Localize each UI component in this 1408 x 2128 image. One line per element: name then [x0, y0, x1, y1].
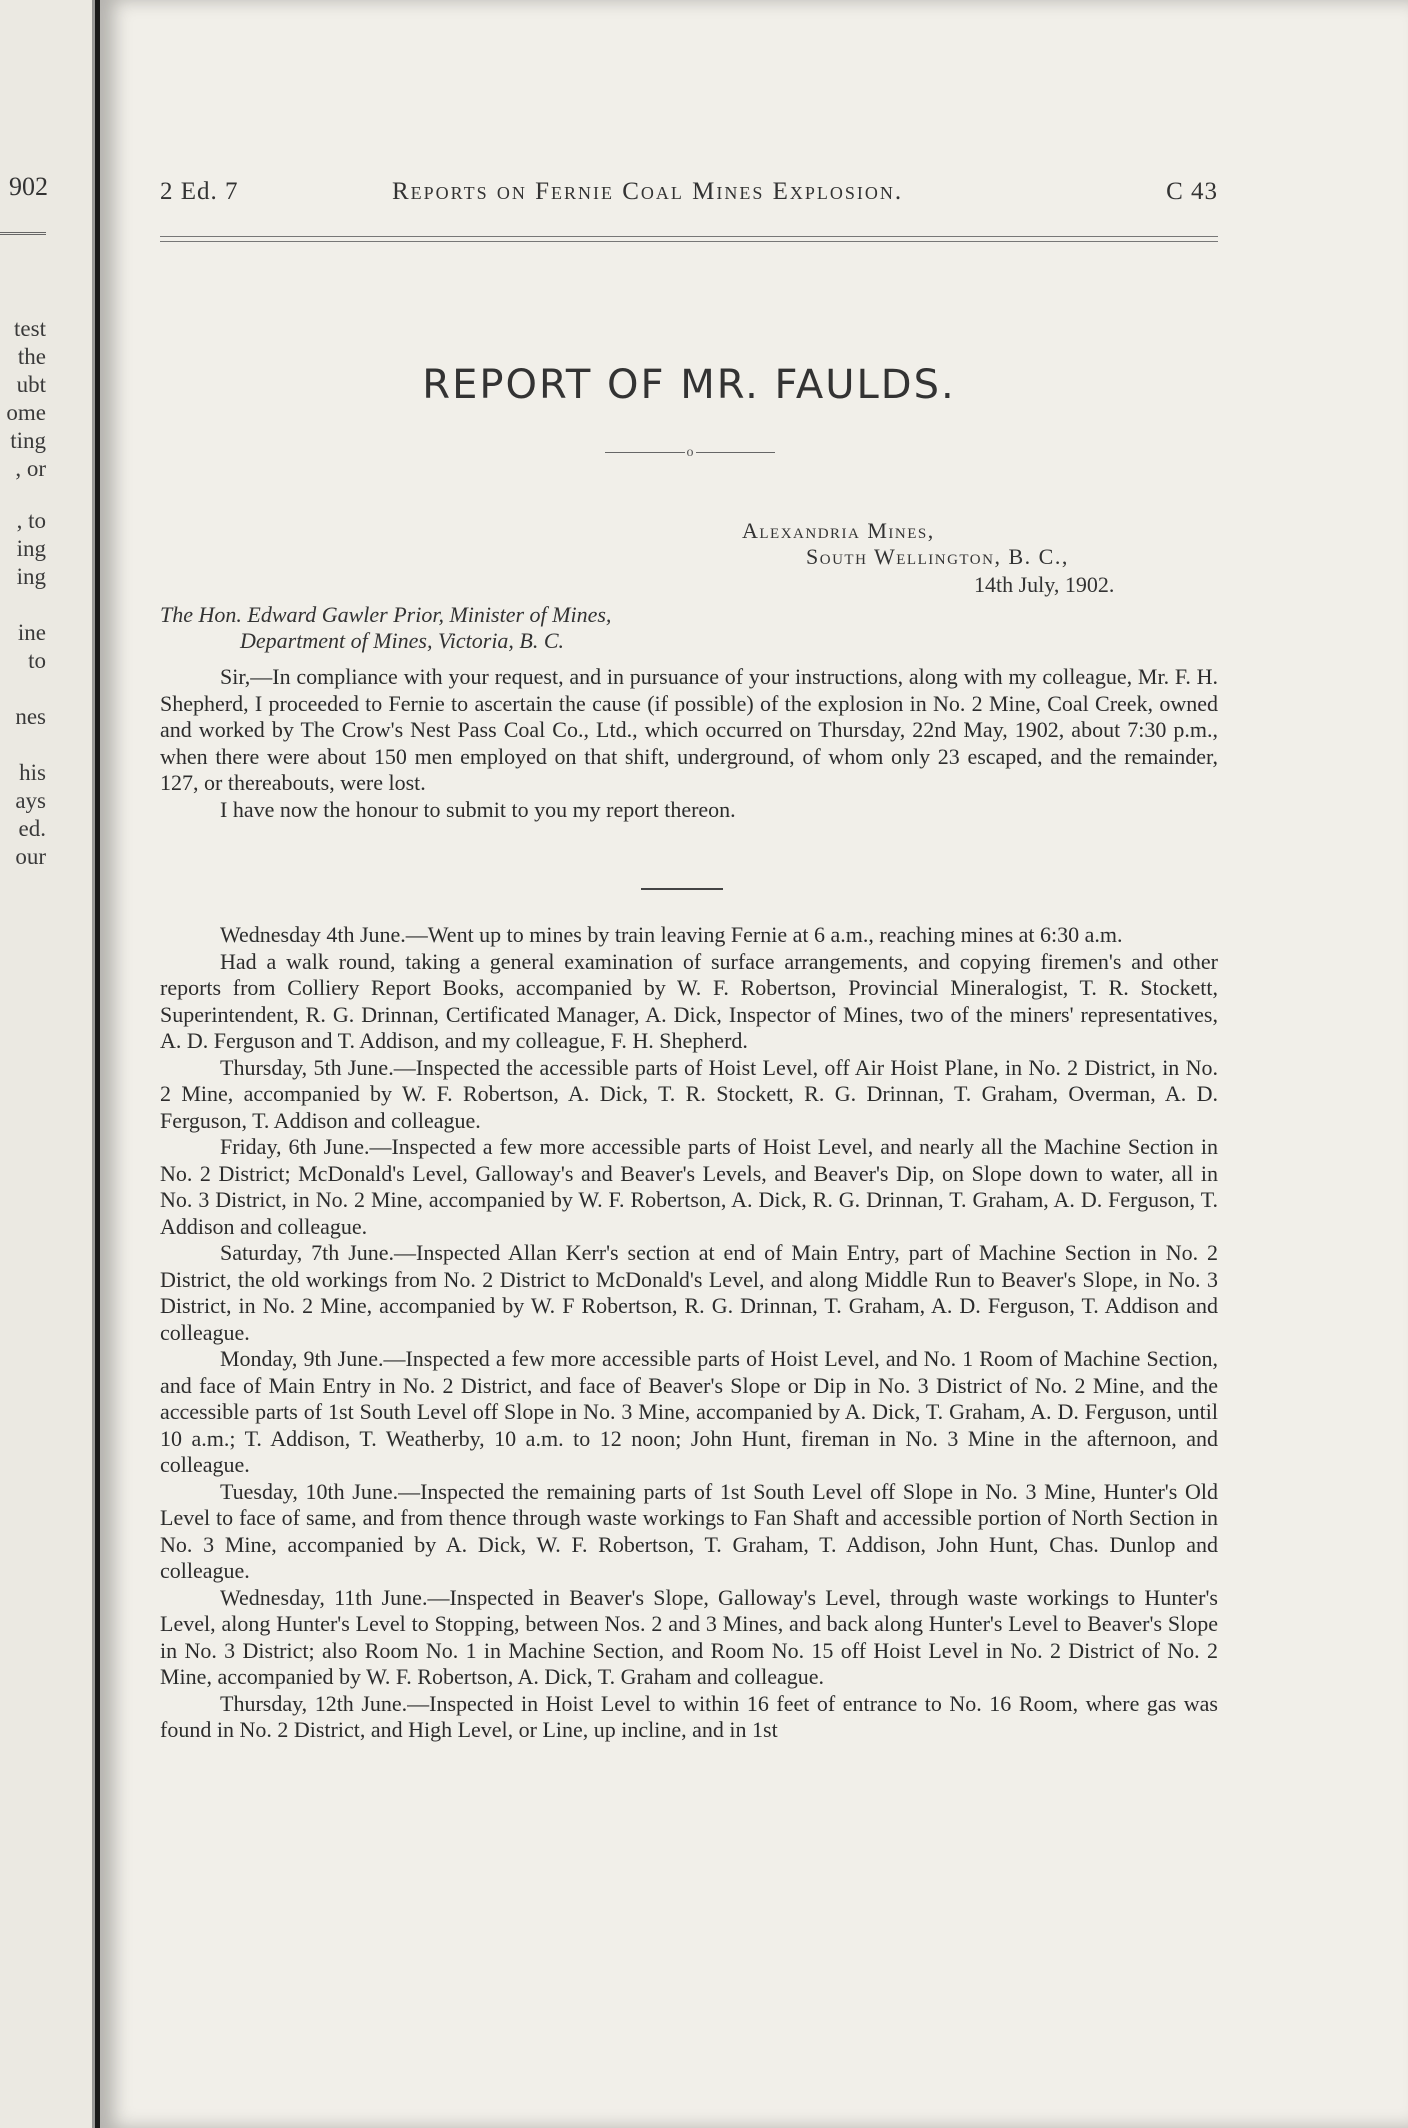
recipient-line-2: Department of Mines, Victoria, B. C. [240, 628, 565, 653]
margin-fragment: nes [15, 704, 46, 729]
letter-date: 14th July, 1902. [974, 572, 1115, 597]
recipient-line-1: The Hon. Edward Gawler Prior, Minister of Mines, [160, 602, 612, 627]
letter-intro [160, 664, 1218, 823]
diary-entry: Wednesday 4th June.—Went up to mines by train leaving Fernie at 6 a.m., reaching mines at 6:30 a.m. [220, 922, 1123, 947]
address-line-1: Alexandria Mines, [742, 518, 935, 543]
margin-fragment: ing [16, 564, 46, 589]
left-margin-adjacent-page [0, 0, 95, 2128]
section-separator [641, 888, 723, 890]
diary-entry: Monday, 9th June.—Inspected a few more accessible parts of Hoist Level, and No. 1 Room of Machine Section, and face of Main Entry in No. 2 District, and face of Beaver's Slope or Dip in No. 3 District of No. 2 Mine, and the accessible parts of 1st South Level off Slope in No. 3 Mine, accompanied by A. Dick, T. Graham, A. D. Ferguson, until 10 a.m.; T. Addison, T. Weatherby, 10 a.m. to 12 noon; John Hunt, fireman in No. 3 Mine in the afternoon, and colleague. [160, 1346, 1218, 1477]
margin-fragment: ing [16, 536, 46, 561]
report-title: REPORT OF MR. FAULDS. [422, 362, 956, 408]
header-page-number: C 43 [1166, 178, 1218, 205]
margin-fragment: to [28, 648, 46, 673]
margin-fragment: the [17, 344, 46, 369]
intro-paragraph: Sir,—In compliance with your request, and in pursuance of your instructions, along with my colleague, Mr. F. H. Shepherd, I proceeded to Fernie to ascertain the cause (if possible) of the explosion in No. 2 Mine, Coal Creek, owned and worked by The Crow's Nest Pass Coal Co., Ltd., which occurred on Thursday, 22nd May, 1902, about 7:30 p.m., when there were about 150 men employed on that shift, underground, of whom only 23 escaped, and the remainder, 127, or thereabouts, were lost. [160, 664, 1218, 795]
margin-fragment: , to [16, 508, 46, 533]
margin-fragment: our [15, 844, 46, 869]
margin-fragment: ine [17, 620, 46, 645]
diary-entry: Saturday, 7th June.—Inspected Allan Kerr's section at end of Main Entry, part of Machine Section in No. 2 District, the old workings from No. 2 District to McDonald's Level, and along Middle Run to Beaver's Slope, in No. 3 District, in No. 2 Mine, accompanied by W. F Robertson, R. G. Drinnan, T. Graham, A. D. Ferguson, T. Addison and colleague. [160, 1240, 1218, 1345]
header-rule [160, 236, 1218, 242]
margin-fragment: ting [10, 428, 46, 453]
title-ornament [605, 445, 775, 459]
diary-entry: Thursday, 5th June.—Inspected the accessible parts of Hoist Level, off Air Hoist Plane, in No. 2 District, in No. 2 Mine, accompanied by W. F. Robertson, A. Dick, T. R. Stockett, R. G. Drinnan, T. Graham, Overman, A. D. Ferguson, T. Addison and colleague. [160, 1054, 1218, 1133]
intro-paragraph: I have now the honour to submit to you my report thereon. [220, 796, 736, 822]
diary-entry: Wednesday, 11th June.—Inspected in Beaver's Slope, Galloway's Level, through waste workings to Hunter's Level, along Hunter's Level to Stopping, between Nos. 2 and 3 Mines, and back along Hunter's Level to Beaver's Slope in No. 3 District; also Room No. 1 in Machine Section, and Room No. 15 off Hoist Level in No. 2 District of No. 2 Mine, accompanied by W. F. Robertson, A. Dick, T. Graham and colleague. [160, 1584, 1218, 1689]
address-line-2: South Wellington, B. C., [806, 544, 1069, 569]
margin-fragment: test [14, 316, 46, 341]
adjacent-page-number: 902 [9, 172, 48, 201]
margin-fragment: ays [15, 788, 46, 813]
margin-fragment: ome [6, 400, 46, 425]
header-title: Reports on Fernie Coal Mines Explosion. [392, 178, 904, 205]
adjacent-header-rule [0, 232, 46, 235]
header-session: 2 Ed. 7 [160, 178, 239, 205]
margin-fragment: , or [15, 456, 46, 481]
ornament-glyph: o [686, 445, 694, 460]
diary-entry: Friday, 6th June.—Inspected a few more accessible parts of Hoist Level, and nearly all the Machine Section in No. 2 District; McDonald's Level, Galloway's and Beaver's Levels, and Beaver's Dip, on Slope down to water, all in No. 3 District, in No. 2 Mine, accompanied by W. F. Robertson, A. Dick, R. G. Drinnan, T. Graham, A. D. Ferguson, T. Addison and colleague. [160, 1134, 1218, 1239]
margin-fragment: ubt [16, 372, 46, 397]
margin-fragment: his [19, 760, 46, 785]
diary-entry: Thursday, 12th June.—Inspected in Hoist Level to within 16 feet of entrance to No. 16 Room, where gas was found in No. 2 District, and High Level, or Line, up incline, and in 1st [160, 1690, 1218, 1742]
inspection-diary [160, 922, 1218, 1744]
running-header [160, 178, 1218, 214]
diary-entry: Had a walk round, taking a general examination of surface arrangements, and copying firemen's and other reports from Colliery Report Books, accompanied by W. F. Robertson, Provincial Mineralogist, T. R. Stockett, Superintendent, R. G. Drinnan, Certificated Manager, A. Dick, Inspector of Mines, two of the miners' representatives, A. D. Ferguson and T. Addison, and my colleague, F. H. Shepherd. [160, 948, 1218, 1053]
diary-entry: Tuesday, 10th June.—Inspected the remaining parts of 1st South Level off Slope in No. 3 Mine, Hunter's Old Level to face of same, and from thence through waste workings to Fan Shaft and accessible portion of North Section in No. 3 Mine, accompanied by A. Dick, W. F. Robertson, T. Graham, T. Addison, John Hunt, Chas. Dunlop and colleague. [160, 1478, 1218, 1583]
margin-fragment: ed. [18, 816, 46, 841]
